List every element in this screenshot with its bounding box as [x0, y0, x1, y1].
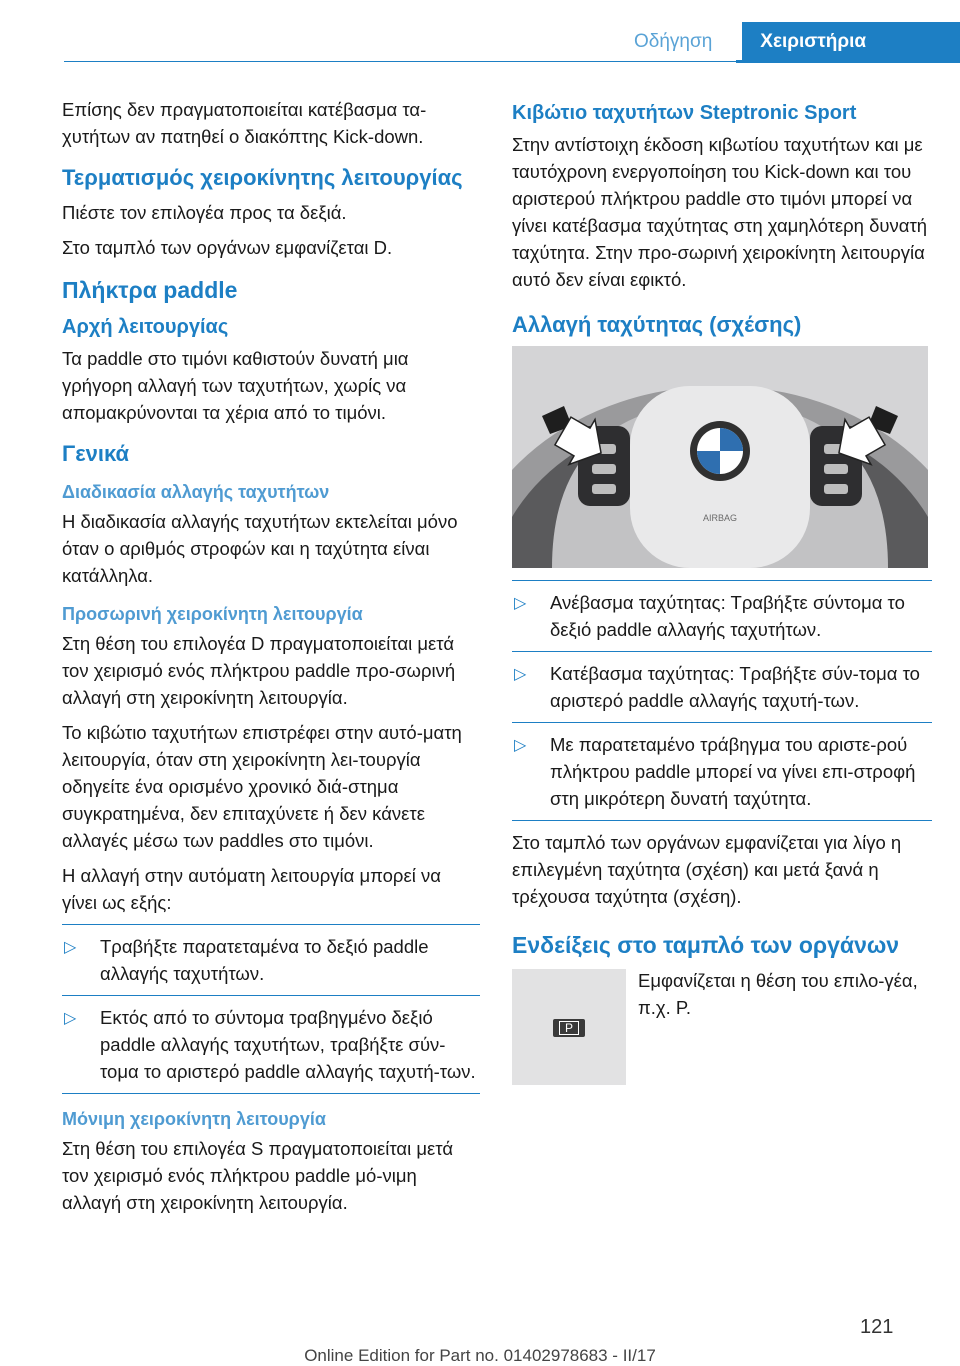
left-column [62, 96, 480, 1224]
tab-controls[interactable]: Χειριστήρια [742, 22, 960, 62]
paragraph: Η αλλαγή στην αυτόματη λειτουργία μπορεί να γίνει ως εξής: [62, 865, 441, 913]
paragraph: Στην αντίστοιχη έκδοση κιβωτίου ταχυτήτων και με ταυτόχρονη ενεργοποίηση του Kick-down και του αριστερού πλήκτρου paddle στο τιμόνι μπορεί να γίνει κατέβασμα ταχύτητας στη χαμηλότερη δυνατή ταχύτητα. Στην προ‐σωρινή χειροκίνητη λειτουργία αυτό δεν είναι εφικτό. [512, 134, 928, 290]
page-number: 121 [860, 1316, 894, 1338]
steering-wheel-figure [512, 346, 928, 568]
paragraph: Στη θέση του επιλογέα D πραγματοποιείται μετά τον χειρισμό ενός πλήκτρου paddle προ‐σωρινή αλλαγή στη χειροκίνητη λειτουργία. [62, 633, 456, 708]
header-rule-active [736, 60, 960, 63]
paragraph: Εμφανίζεται η θέση του επιλο‐γέα, π.χ. P. [638, 970, 918, 1018]
header-tabs [598, 22, 960, 62]
list-item: ▷ Κατέβασμα ταχύτητας: Τραβήξτε σύν‐τομα το αριστερό paddle αλλαγής ταχυτή‐των. [512, 651, 932, 722]
bullet-list [62, 924, 480, 1094]
heading-gear-change: Αλλαγή ταχύτητας (σχέσης) [512, 312, 802, 337]
tab-driving[interactable]: Οδήγηση [634, 31, 713, 52]
paragraph: Τα paddle στο τιμόνι καθιστούν δυνατή μια γρήγορη αλλαγή των ταχυτήτων, χωρίς να απομακρύνονται τα χέρια από το τιμόνι. [62, 348, 409, 423]
gear-indicator: P [553, 1019, 585, 1037]
heading-indications: Ενδείξεις στο ταμπλό των οργάνων [512, 932, 900, 958]
triangle-right-icon: ▷ [64, 1010, 77, 1027]
bullet-list [512, 580, 932, 821]
heading-temporary-manual: Προσωρινή χειροκίνητη λειτουργία [62, 604, 363, 624]
heading-principle: Αρχή λειτουργίας [62, 316, 229, 338]
heading-procedure: Διαδικασία αλλαγής ταχυτήτων [62, 482, 330, 502]
heading-end-manual: Τερματισμός χειροκίνητης λειτουργίας [62, 165, 463, 190]
list-item: ▷ Εκτός από το σύντομα τραβηγμένο δεξιό paddle αλλαγής ταχυτήτων, τραβήξτε σύν‐τομα το αριστερό paddle αλλαγής ταχυτή‐των. [62, 995, 480, 1094]
heading-steptronic-sport: Κιβώτιο ταχυτήτων Steptronic Sport [512, 102, 857, 124]
instrument-cluster-block [512, 969, 932, 1085]
list-item: ▷ Ανέβασμα ταχύτητας: Τραβήξτε σύντομα το δεξιό paddle αλλαγής ταχυτήτων. [512, 580, 932, 651]
right-column [512, 100, 932, 1085]
triangle-right-icon: ▷ [64, 939, 77, 956]
triangle-right-icon: ▷ [514, 737, 527, 754]
steering-wheel-illustration [512, 346, 928, 568]
instrument-cluster-image [512, 969, 626, 1085]
paragraph: Στο ταμπλό των οργάνων εμφανίζεται για λίγο η επιλεγμένη ταχύτητα (σχέση) και μετά ξανά η τρέχουσα ταχύτητα (σχέση). [512, 832, 902, 907]
airbag-label: AIRBAG [702, 513, 738, 523]
triangle-right-icon: ▷ [514, 666, 527, 683]
paragraph: Στο ταμπλό των οργάνων εμφανίζεται D. [62, 237, 393, 258]
paragraph: Η διαδικασία αλλαγής ταχυτήτων εκτελείται μόνο όταν ο αριθμός στροφών και η ταχύτητα είναι κατάλληλα. [62, 511, 458, 586]
triangle-right-icon: ▷ [514, 595, 527, 612]
footer-edition: Online Edition for Part no. 01402978683 - II/17 [304, 1346, 656, 1365]
heading-general: Γενικά [62, 441, 130, 466]
list-item: ▷ Με παρατεταμένο τράβηγμα του αριστε‐ρού πλήκτρου paddle μπορεί να γίνει επι‐στροφή στη μικρότερη δυνατή ταχύτητα. [512, 722, 932, 821]
list-item: ▷ Τραβήξτε παρατεταμένα το δεξιό paddle αλλαγής ταχυτήτων. [62, 924, 480, 995]
paragraph: Πιέστε τον επιλογέα προς τα δεξιά. [62, 202, 347, 223]
heading-paddles: Πλήκτρα paddle [62, 277, 238, 303]
paragraph: Επίσης δεν πραγματοποιείται κατέβασμα τα‐χυτήτων αν πατηθεί ο διακόπτης Kick-down. [62, 99, 427, 147]
paragraph: Στη θέση του επιλογέα S πραγματοποιείται μετά τον χειρισμό ενός πλήκτρου paddle μό‐νιμη αλλαγή στη χειροκίνητη λειτουργία. [62, 1138, 454, 1213]
paragraph: Το κιβώτιο ταχυτήτων επιστρέφει στην αυτό‐ματη λειτουργία, όταν στη χειροκίνητη λει‐τουργία οδηγείτε ένα ορισμένο χρονικό διά‐στημα συγκρατημένα, δεν επιταχύνετε ή δεν κάνετε αλλαγές μέσω των paddles στο τιμόνι. [62, 722, 462, 851]
heading-permanent-manual: Μόνιμη χειροκίνητη λειτουργία [62, 1109, 326, 1129]
